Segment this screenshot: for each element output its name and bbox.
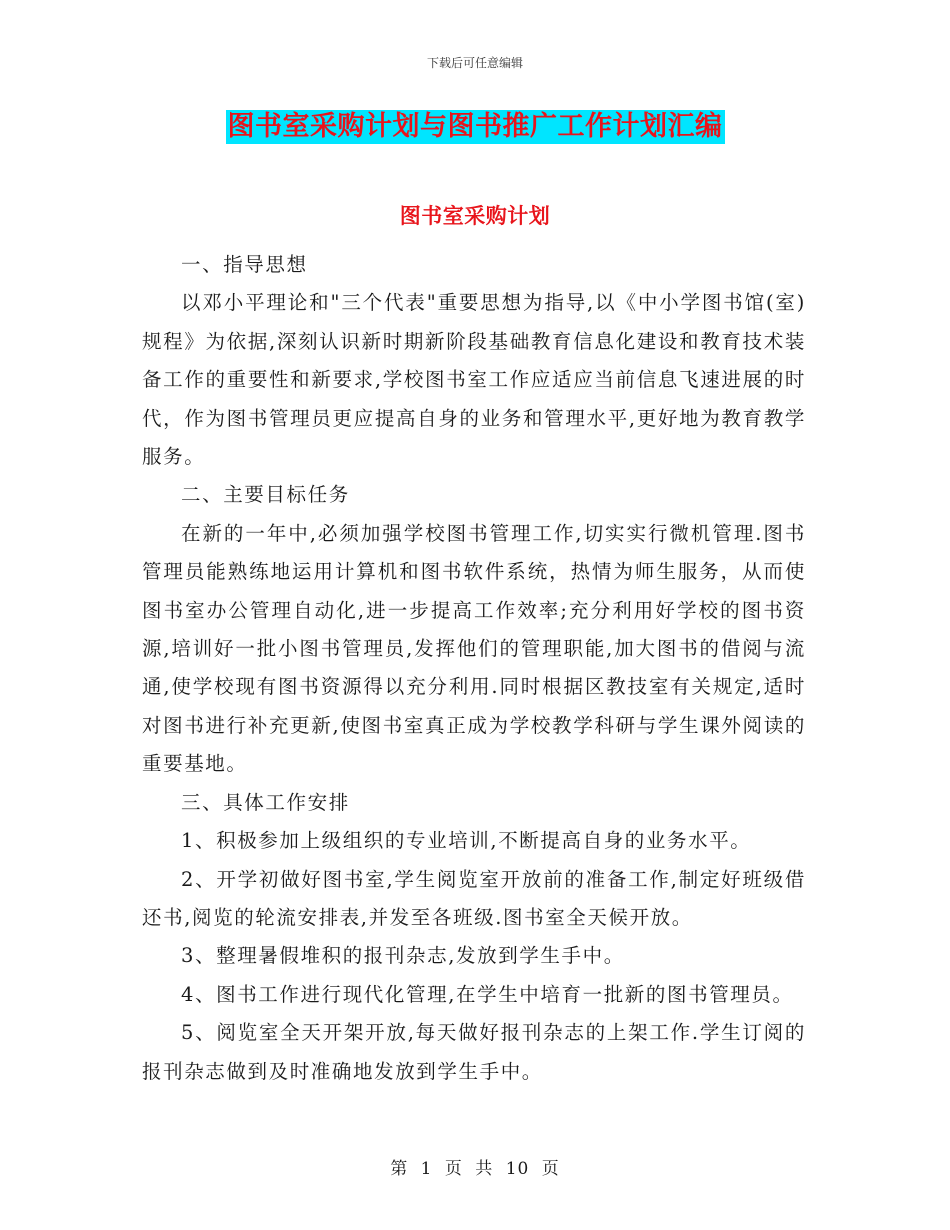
heading-work-arrangements: 三、具体工作安排 [181,790,350,814]
header-note: 下载后可任意编辑 [426,56,523,70]
section-title: 图书室采购计划 [399,203,551,228]
heading-guiding-ideology: 一、指导思想 [181,253,308,276]
heading-main-goals: 二、主要目标任务 [181,483,350,507]
page-footer: 第 1 页 共 10 页 [390,1159,560,1179]
main-title-container [0,110,950,144]
list-item: 1、积极参加上级组织的专业培训,不断提高自身的业务水平。 [181,829,752,853]
list-item: 2、开学初做好图书室,学生阅览室开放前的准备工作,制定好班级借还书,阅览的轮流安排表,并发至各班级.图书室全天候开放。 [142,867,806,929]
document-body [142,246,806,1091]
paragraph: 以邓小平理论和"三个代表"重要思想为指导,以《中小学图书馆(室)规程》为依据,深刻认识新时期新阶段基础教育信息化建设和教育技术装备工作的重要性和新要求,学校图书室工作应适应当前信息飞速进展的时代，作为图书管理员更应提高自身的业务和管理水平,更好地为教育教学服务。 [142,291,806,469]
main-title: 图书室采购计划与图书推广工作计划汇编 [227,111,723,142]
paragraph: 在新的一年中,必须加强学校图书管理工作,切实实行微机管理.图书管理员能熟练地运用计算机和图书软件系统，热情为师生服务，从而使图书室办公管理自动化,进一步提高工作效率;充分利用好学校的图书资源,培训好一批小图书管理员,发挥他们的管理职能,加大图书的借阅与流通,使学校现有图书资源得以充分利用.同时根据区教技室有关规定,适时对图书进行补充更新,使图书室真正成为学校教学科研与学生课外阅读的重要基地。 [142,521,806,776]
list-item: 5、阅览室全天开架开放,每天做好报刊杂志的上架工作.学生订阅的报刊杂志做到及时准确地发放到学生手中。 [142,1021,806,1083]
list-item: 3、整理暑假堆积的报刊杂志,发放到学生手中。 [181,944,625,968]
list-item: 4、图书工作进行现代化管理,在学生中培育一批新的图书管理员。 [181,982,794,1006]
